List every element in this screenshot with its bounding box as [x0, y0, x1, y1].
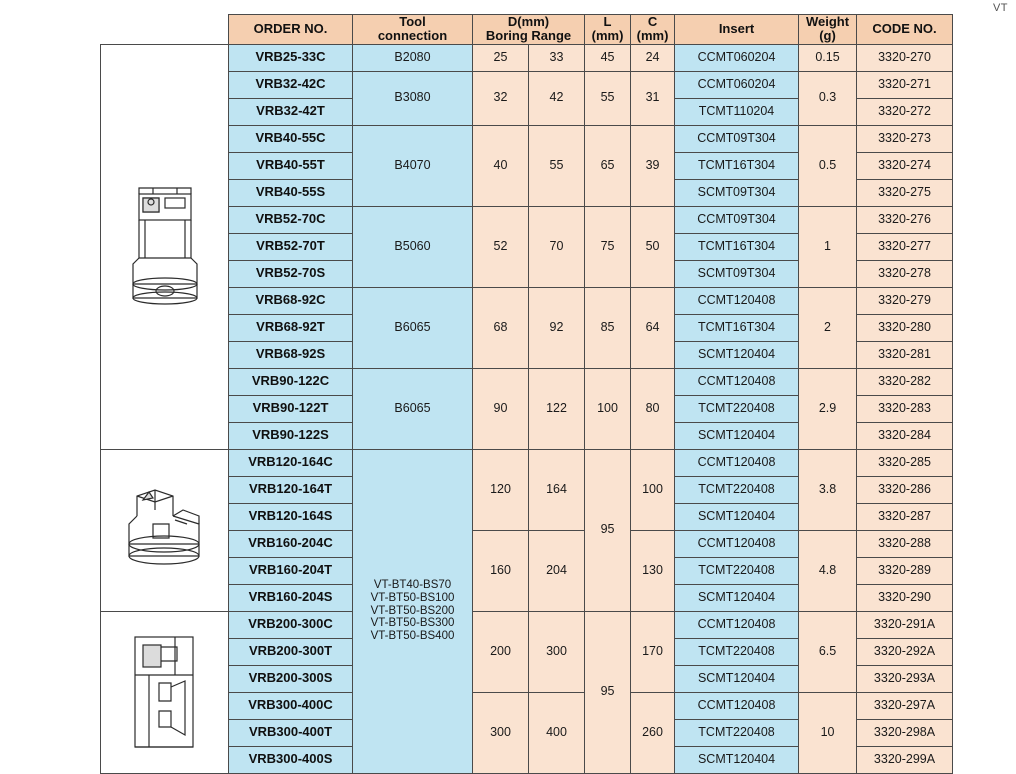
- cell-code-no: 3320-270: [857, 44, 953, 71]
- cell-code-no: 3320-289: [857, 557, 953, 584]
- cell-insert: SCMT120404: [675, 422, 799, 449]
- cell-insert: SCMT09T304: [675, 179, 799, 206]
- cell-insert: SCMT09T304: [675, 260, 799, 287]
- cell-weight: 6.5: [799, 611, 857, 692]
- cell-insert: TCMT16T304: [675, 314, 799, 341]
- cell-insert: CCMT120408: [675, 611, 799, 638]
- cell-order-no: VRB68-92S: [229, 341, 353, 368]
- cell-tool-connection: B6065: [353, 368, 473, 449]
- cell-diameter: 160: [473, 530, 529, 611]
- cell-order-no: VRB120-164C: [229, 449, 353, 476]
- cell-tool-connection: B2080: [353, 44, 473, 71]
- cell-tool-connection-shank-list: [353, 449, 473, 773]
- cell-order-no: VRB200-300C: [229, 611, 353, 638]
- cell-length: 65: [585, 125, 631, 206]
- cell-insert: CCMT060204: [675, 44, 799, 71]
- header-order-no: ORDER NO.: [229, 15, 353, 45]
- cell-weight: 10: [799, 692, 857, 773]
- cell-insert: SCMT120404: [675, 746, 799, 773]
- cell-code-no: 3320-283: [857, 395, 953, 422]
- cell-boring-range: 164: [529, 449, 585, 530]
- cell-order-no: VRB52-70C: [229, 206, 353, 233]
- cell-insert: TCMT220408: [675, 476, 799, 503]
- cell-diameter: 300: [473, 692, 529, 773]
- cell-c: 50: [631, 206, 675, 287]
- cell-diameter: 200: [473, 611, 529, 692]
- cell-code-no: 3320-277: [857, 233, 953, 260]
- boring-head-illustration: [113, 172, 217, 322]
- cell-boring-range: 122: [529, 368, 585, 449]
- cell-insert: CCMT09T304: [675, 206, 799, 233]
- cell-diameter: 52: [473, 206, 529, 287]
- cell-insert: TCMT16T304: [675, 152, 799, 179]
- cell-diameter: 32: [473, 71, 529, 125]
- cell-c: 39: [631, 125, 675, 206]
- cell-code-no: 3320-285: [857, 449, 953, 476]
- header-c-line1: C: [647, 14, 658, 29]
- cell-boring-range: 300: [529, 611, 585, 692]
- cell-length: 95: [585, 611, 631, 773]
- cell-tool-connection: B3080: [353, 71, 473, 125]
- cell-length: 100: [585, 368, 631, 449]
- cell-boring-range: 92: [529, 287, 585, 368]
- cell-c: 80: [631, 368, 675, 449]
- cell-insert: TCMT16T304: [675, 233, 799, 260]
- cell-code-no: 3320-280: [857, 314, 953, 341]
- cell-c: 170: [631, 611, 675, 692]
- cell-code-no: 3320-290: [857, 584, 953, 611]
- cell-order-no: VRB25-33C: [229, 44, 353, 71]
- boring-head-large-illustration: [113, 627, 217, 757]
- header-length: [585, 15, 631, 45]
- cell-order-no: VRB32-42C: [229, 71, 353, 98]
- cell-length: 95: [585, 449, 631, 611]
- cell-order-no: VRB200-300S: [229, 665, 353, 692]
- cell-code-no: 3320-279: [857, 287, 953, 314]
- cell-order-no: VRB40-55S: [229, 179, 353, 206]
- cell-insert: CCMT120408: [675, 449, 799, 476]
- header-tool-connection-line1: Tool: [399, 14, 426, 29]
- cell-order-no: VRB200-300T: [229, 638, 353, 665]
- shank-line-5: VT-BT50-BS400: [370, 630, 455, 643]
- cell-weight: 0.5: [799, 125, 857, 206]
- cell-weight: 1: [799, 206, 857, 287]
- figure-boring-head-large: [101, 611, 229, 773]
- cell-order-no: VRB300-400S: [229, 746, 353, 773]
- cell-code-no: 3320-298A: [857, 719, 953, 746]
- cell-c: 64: [631, 287, 675, 368]
- cell-boring-range: 42: [529, 71, 585, 125]
- cell-tool-connection: B4070: [353, 125, 473, 206]
- cell-code-no: 3320-299A: [857, 746, 953, 773]
- specification-table: [100, 14, 953, 774]
- header-c-line2: (mm): [636, 28, 669, 44]
- header-weight-line1: Weight: [805, 14, 850, 29]
- cell-order-no: VRB160-204C: [229, 530, 353, 557]
- cell-insert: SCMT120404: [675, 341, 799, 368]
- cell-c: 100: [631, 449, 675, 530]
- header-tool-connection: [353, 15, 473, 45]
- cell-order-no: VRB90-122C: [229, 368, 353, 395]
- cell-weight: 2: [799, 287, 857, 368]
- header-d-line1: D(mm): [507, 14, 550, 29]
- shank-line-1: VT-BT40-BS70: [373, 579, 452, 592]
- cell-code-no: 3320-273: [857, 125, 953, 152]
- cell-code-no: 3320-274: [857, 152, 953, 179]
- cell-order-no: VRB40-55C: [229, 125, 353, 152]
- cell-boring-range: 70: [529, 206, 585, 287]
- cell-tool-connection: B6065: [353, 287, 473, 368]
- header-l-line2: (mm): [591, 28, 624, 44]
- shank-line-4: VT-BT50-BS300: [370, 617, 455, 630]
- cell-boring-range: 204: [529, 530, 585, 611]
- table-row: [101, 449, 953, 476]
- cell-boring-range: 33: [529, 44, 585, 71]
- cell-code-no: 3320-291A: [857, 611, 953, 638]
- cell-length: 55: [585, 71, 631, 125]
- header-d-line2: Boring Range: [485, 28, 572, 44]
- cell-insert: SCMT120404: [675, 584, 799, 611]
- cell-boring-range: 400: [529, 692, 585, 773]
- cell-weight: 4.8: [799, 530, 857, 611]
- cell-order-no: VRB300-400T: [229, 719, 353, 746]
- cell-order-no: VRB90-122T: [229, 395, 353, 422]
- cell-code-no: 3320-271: [857, 71, 953, 98]
- cell-code-no: 3320-272: [857, 98, 953, 125]
- cell-order-no: VRB68-92T: [229, 314, 353, 341]
- cell-order-no: VRB160-204T: [229, 557, 353, 584]
- cell-diameter: 25: [473, 44, 529, 71]
- cell-weight: 0.3: [799, 71, 857, 125]
- cell-weight: 0.15: [799, 44, 857, 71]
- cell-code-no: 3320-284: [857, 422, 953, 449]
- header-tool-connection-line2: connection: [377, 28, 448, 44]
- cell-code-no: 3320-282: [857, 368, 953, 395]
- cell-code-no: 3320-287: [857, 503, 953, 530]
- cell-c: 130: [631, 530, 675, 611]
- spec-sheet: [100, 14, 952, 774]
- header-diameter: [473, 15, 585, 45]
- header-c: [631, 15, 675, 45]
- cell-insert: TCMT220408: [675, 638, 799, 665]
- cell-diameter: 120: [473, 449, 529, 530]
- cell-weight: 3.8: [799, 449, 857, 530]
- table-row: [101, 44, 953, 71]
- shank-line-3: VT-BT50-BS200: [370, 604, 455, 617]
- header-weight-line2: (g): [819, 28, 836, 44]
- cell-order-no: VRB32-42T: [229, 98, 353, 125]
- cell-insert: TCMT220408: [675, 719, 799, 746]
- cell-diameter: 90: [473, 368, 529, 449]
- cell-insert: CCMT09T304: [675, 125, 799, 152]
- cell-code-no: 3320-297A: [857, 692, 953, 719]
- table-row: [101, 611, 953, 638]
- cell-tool-connection: B5060: [353, 206, 473, 287]
- cell-c: 260: [631, 692, 675, 773]
- cell-code-no: 3320-293A: [857, 665, 953, 692]
- cell-code-no: 3320-275: [857, 179, 953, 206]
- header-figure-spacer: [101, 15, 229, 45]
- cell-insert: TCMT110204: [675, 98, 799, 125]
- cell-order-no: VRB120-164S: [229, 503, 353, 530]
- cell-diameter: 68: [473, 287, 529, 368]
- header-l-line1: L: [603, 14, 612, 29]
- cell-code-no: 3320-278: [857, 260, 953, 287]
- cell-insert: CCMT120408: [675, 530, 799, 557]
- cell-insert: CCMT120408: [675, 287, 799, 314]
- cell-length: 75: [585, 206, 631, 287]
- cell-order-no: VRB300-400C: [229, 692, 353, 719]
- cell-code-no: 3320-286: [857, 476, 953, 503]
- cell-order-no: VRB40-55T: [229, 152, 353, 179]
- header-insert: Insert: [675, 15, 799, 45]
- header-weight: [799, 15, 857, 45]
- cell-insert: SCMT120404: [675, 665, 799, 692]
- shank-line-2: VT-BT50-BS100: [370, 592, 455, 605]
- cell-c: 24: [631, 44, 675, 71]
- cell-code-no: 3320-292A: [857, 638, 953, 665]
- cell-length: 45: [585, 44, 631, 71]
- cell-order-no: VRB90-122S: [229, 422, 353, 449]
- cell-insert: CCMT060204: [675, 71, 799, 98]
- cell-order-no: VRB160-204S: [229, 584, 353, 611]
- cell-weight: 2.9: [799, 368, 857, 449]
- cell-insert: SCMT120404: [675, 503, 799, 530]
- cell-order-no: VRB68-92C: [229, 287, 353, 314]
- figure-boring-head-medium: [101, 449, 229, 611]
- cell-diameter: 40: [473, 125, 529, 206]
- cell-boring-range: 55: [529, 125, 585, 206]
- cell-code-no: 3320-276: [857, 206, 953, 233]
- header-code-no: CODE NO.: [857, 15, 953, 45]
- cell-order-no: VRB52-70S: [229, 260, 353, 287]
- cell-insert: CCMT120408: [675, 368, 799, 395]
- cell-order-no: VRB120-164T: [229, 476, 353, 503]
- figure-boring-head-small: [101, 44, 229, 449]
- cell-code-no: 3320-281: [857, 341, 953, 368]
- cell-length: 85: [585, 287, 631, 368]
- cell-order-no: VRB52-70T: [229, 233, 353, 260]
- cell-insert: TCMT220408: [675, 395, 799, 422]
- cell-insert: CCMT120408: [675, 692, 799, 719]
- cell-code-no: 3320-288: [857, 530, 953, 557]
- page-corner-tag: VT: [992, 2, 1008, 14]
- table-header-row: [101, 15, 953, 45]
- boring-head-medium-illustration: [113, 480, 217, 580]
- cell-insert: TCMT220408: [675, 557, 799, 584]
- cell-c: 31: [631, 71, 675, 125]
